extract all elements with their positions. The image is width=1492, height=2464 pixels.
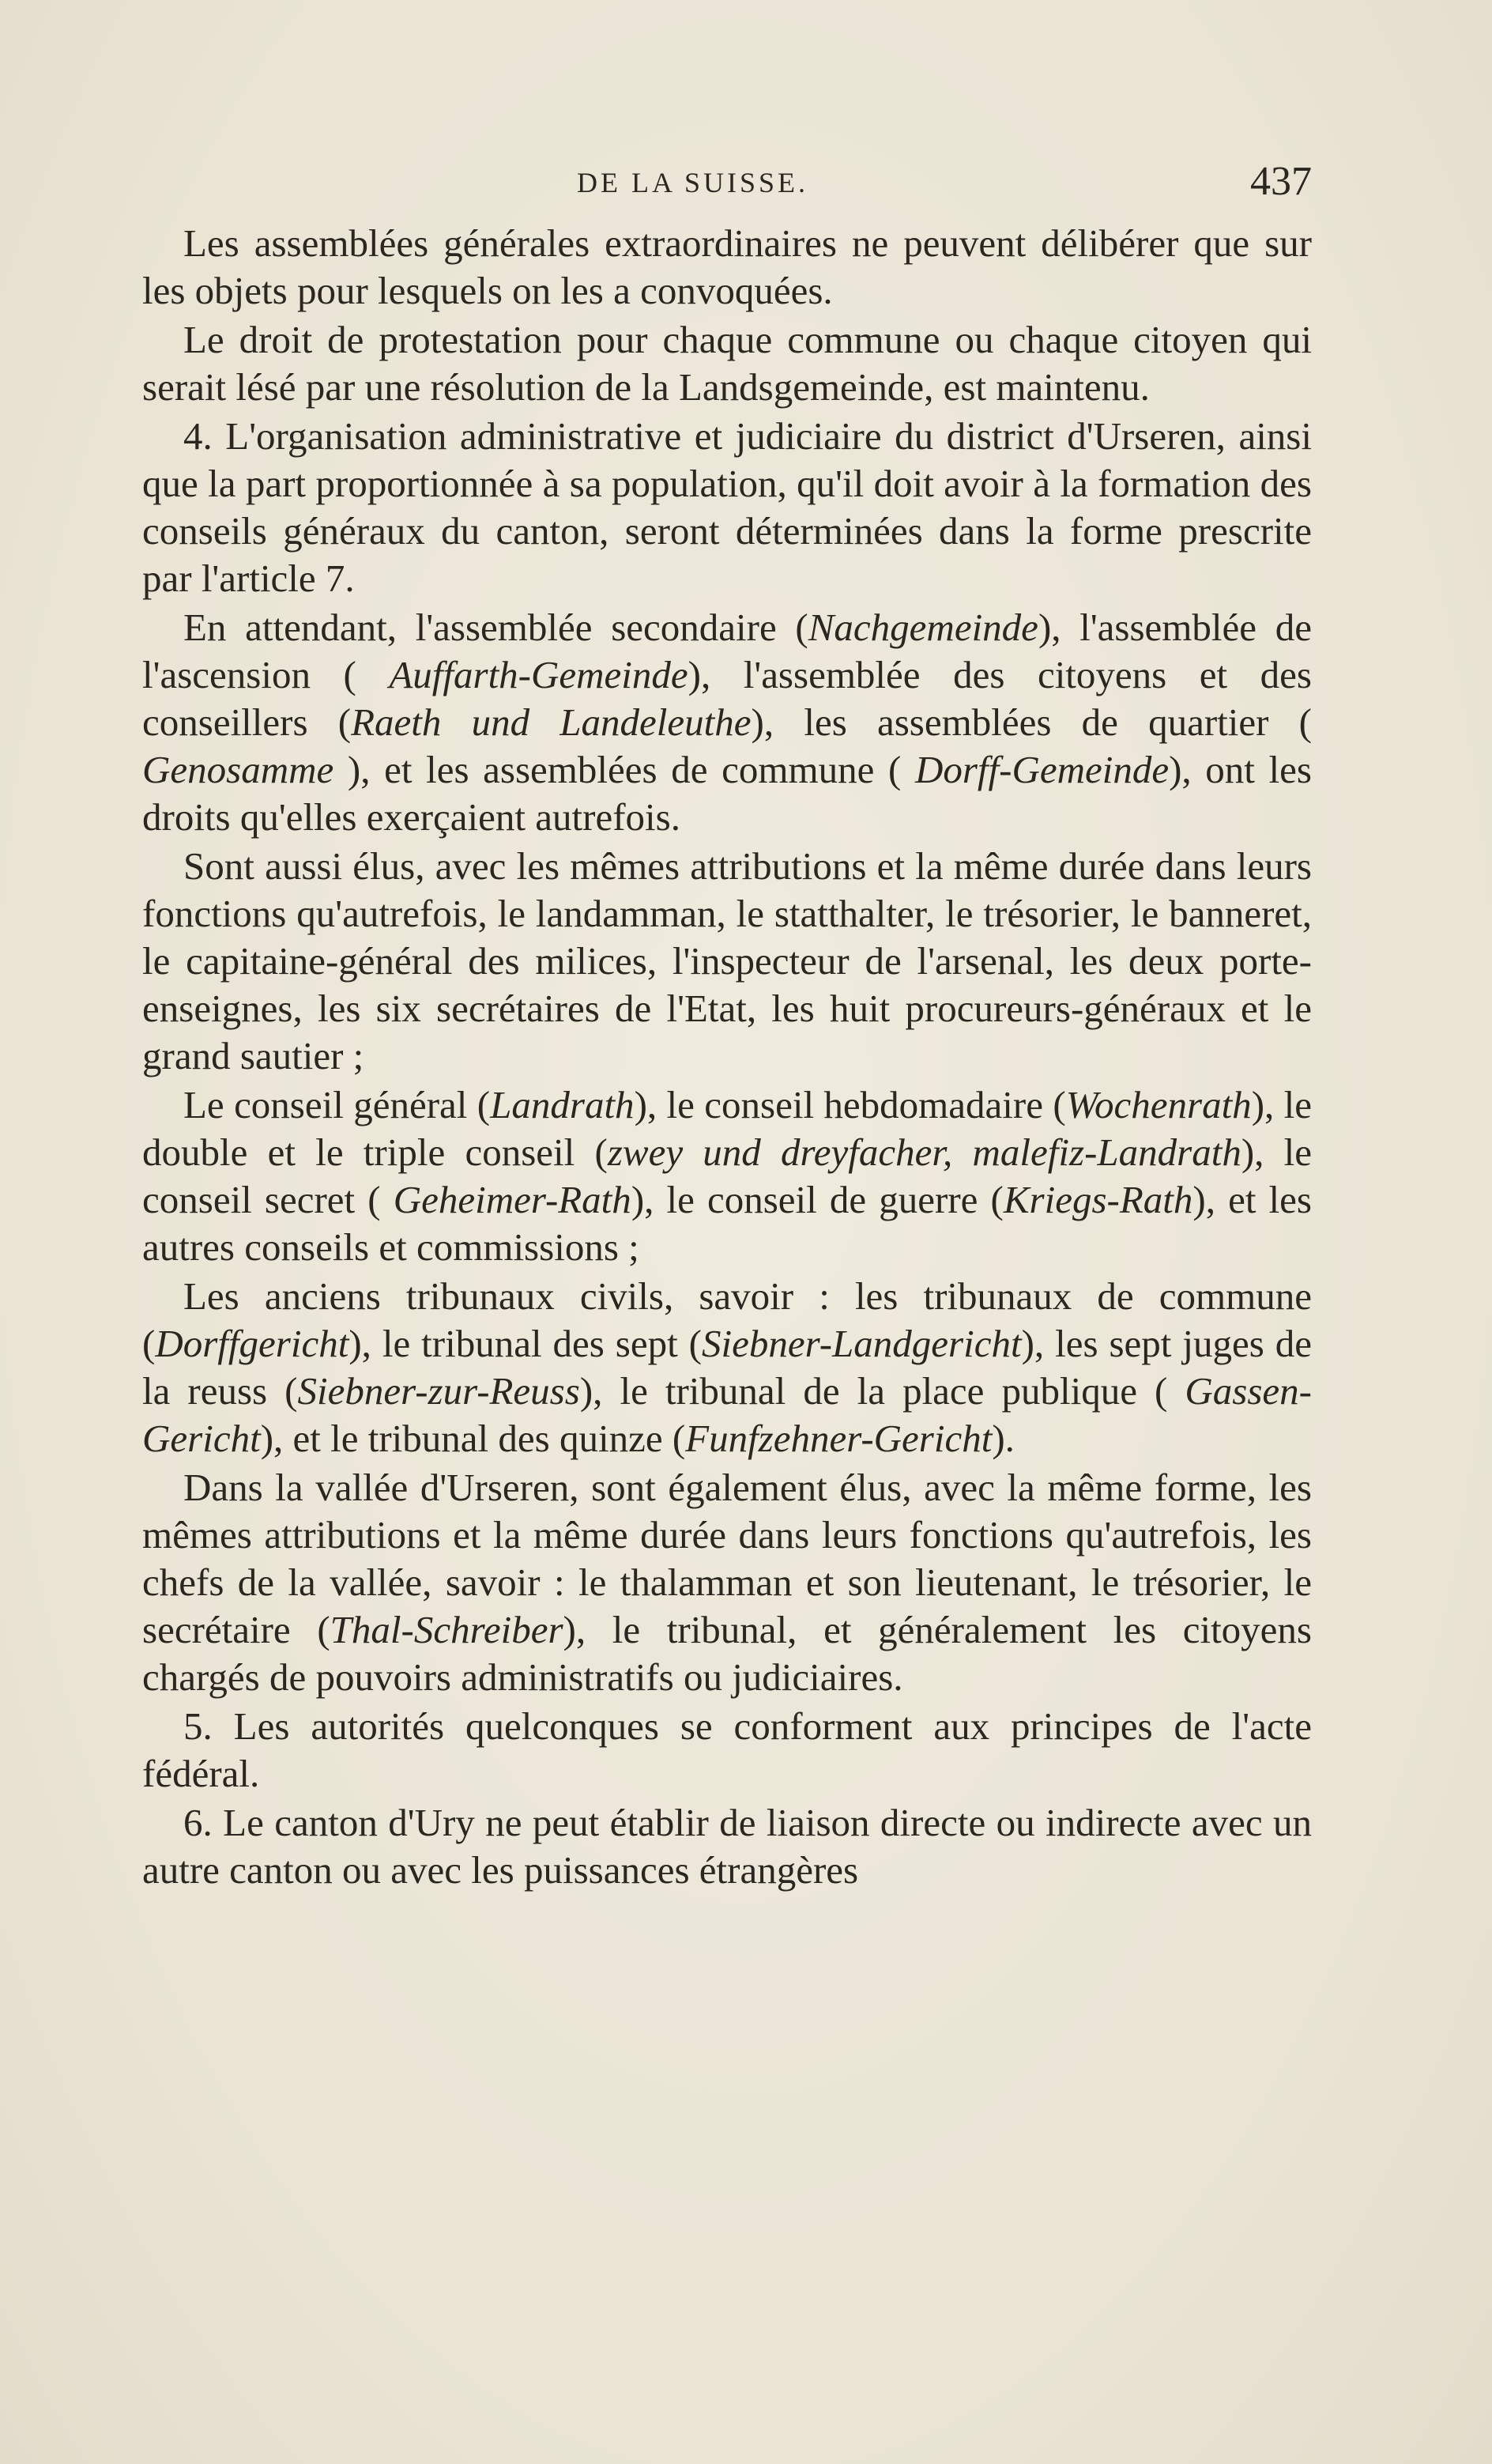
italic-term: Wochenrath — [1065, 1083, 1252, 1126]
paragraph — [142, 1703, 1312, 1798]
italic-term: zwey und dreyfacher, malefiz-Landrath — [607, 1130, 1241, 1174]
text-run: ), les sept juges de la reuss ( — [142, 1322, 1312, 1413]
italic-term: Raeth und Landeleuthe — [351, 700, 752, 744]
text-run: ), et les autres conseils et commissions ; — [142, 1178, 1312, 1269]
text-run: ), le conseil secret ( — [142, 1130, 1312, 1221]
text-run: Dans la vallée d'Urseren, sont également élus, avec la même forme, les mêmes attributions et la même durée dans leurs fonctions qu'autrefois, les chefs de la vallée, savoir : le thalamman et son lieutenant, le trésorier, le secrétaire ( — [142, 1466, 1312, 1651]
text-run: En attendant, l'assemblée secondaire ( — [183, 606, 808, 649]
text-run: 5. Les autorités quelconques se conforment aux principes de l'acte fédéral. — [142, 1704, 1312, 1795]
italic-term: Funfzehner-Gericht — [685, 1417, 993, 1460]
text-run: 4. L'organisation administrative et judiciaire du district d'Urseren, ainsi que la part proportionnée à sa population, qu'il doit avoir à la formation des conseils généraux du canton, seront déterminées dans la forme prescrite par l'article 7. — [142, 414, 1312, 600]
text-run: ), ont les droits qu'elles exerçaient autrefois. — [142, 748, 1312, 839]
italic-term: Gassen-Gericht — [142, 1369, 1312, 1460]
text-run: ), le conseil de guerre ( — [631, 1178, 1004, 1221]
text-run: Le droit de protestation pour chaque commune ou chaque citoyen qui serait lésé par une résolution de la Landsgemeinde, est maintenu. — [142, 318, 1312, 409]
text-run: 6. Le canton d'Ury ne peut établir de liaison directe ou indirecte avec un autre canton ou avec les puissances étrangères — [142, 1801, 1312, 1892]
text-run: ), et les assemblées de commune ( — [333, 748, 915, 791]
italic-term: Auffarth-Gemeinde — [389, 653, 688, 696]
running-head: DE LA SUISSE. — [577, 167, 809, 198]
italic-term: Dorff-Gemeinde — [914, 748, 1170, 791]
paragraph — [142, 220, 1312, 315]
text-run: ). — [992, 1417, 1015, 1460]
page-header — [142, 158, 1312, 206]
text-run: ), le tribunal de la place publique ( — [579, 1369, 1185, 1413]
italic-term: Geheimer-Rath — [393, 1178, 631, 1221]
text-run: Les assemblées générales extraordinaires ne peuvent délibérer que sur les objets pour lesquels on les a convoquées. — [142, 221, 1312, 312]
paragraph — [142, 1464, 1312, 1701]
text-run: Le conseil général ( — [183, 1083, 491, 1126]
paragraph — [142, 1081, 1312, 1271]
paragraph — [142, 1273, 1312, 1462]
italic-term: Thal-Schreiber — [330, 1608, 563, 1651]
italic-term: Kriegs-Rath — [1003, 1178, 1193, 1221]
paragraph — [142, 604, 1312, 841]
text-run: ), les assemblées de quartier ( — [751, 700, 1312, 744]
page-number: 437 — [1250, 159, 1312, 204]
text-run: Sont aussi élus, avec les mêmes attributions et la même durée dans leurs fonctions qu'autrefois, le landamman, le statthalter, le trésorier, le banneret, le capitaine-général des milices, l'inspecteur de l'arsenal, les deux porte-enseignes, les six secrétaires de l'Etat, les huit procureurs-généraux et le grand sautier ; — [142, 844, 1312, 1077]
text-run: ), le tribunal des sept ( — [349, 1322, 702, 1365]
italic-term: Dorffgericht — [155, 1322, 349, 1365]
italic-term: Siebner-Landgericht — [702, 1322, 1022, 1365]
text-run: ), l'assemblée de l'ascension ( — [142, 606, 1312, 696]
paragraph — [142, 316, 1312, 411]
italic-term: Genosamme — [142, 748, 334, 791]
italic-term: Siebner-zur-Reuss — [297, 1369, 580, 1413]
italic-term: Landrath — [490, 1083, 635, 1126]
text-run: ), le tribunal, et généralement les citoyens chargés de pouvoirs administratifs ou judiciaires. — [142, 1608, 1313, 1699]
body-text — [142, 220, 1312, 1894]
text-run: ), le double et le triple conseil ( — [142, 1083, 1312, 1174]
text-run: ), et le tribunal des quinze ( — [260, 1417, 686, 1460]
text-run: ), le conseil hebdomadaire ( — [634, 1083, 1066, 1126]
paragraph — [142, 413, 1312, 602]
paragraph — [142, 1799, 1312, 1894]
text-run: ), l'assemblée des citoyens et des conseillers ( — [142, 653, 1312, 744]
paragraph — [142, 843, 1312, 1080]
text-run: Les anciens tribunaux civils, savoir : les tribunaux de commune ( — [142, 1274, 1312, 1365]
italic-term: Nachgemeinde — [808, 606, 1038, 649]
